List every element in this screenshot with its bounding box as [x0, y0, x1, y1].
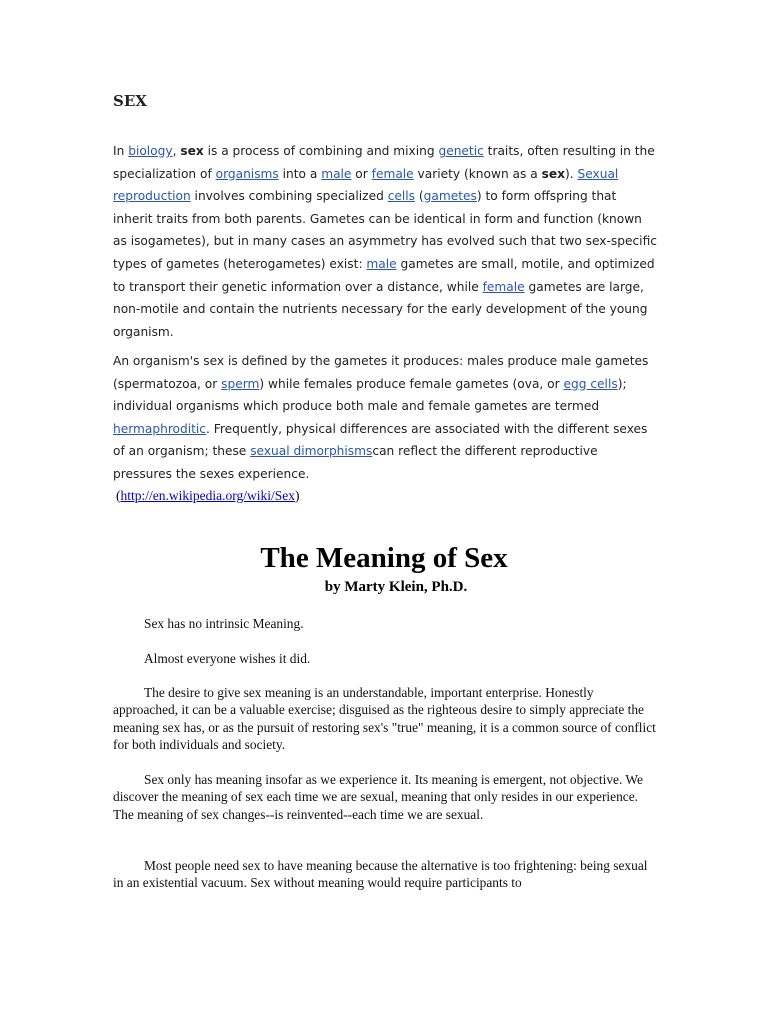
text-run: gametes are small, motile, and optimized to transport their genetic information over a distance, while [113, 256, 655, 294]
link-male-2[interactable]: male [366, 256, 397, 271]
text-run: ) while females produce female gametes (ova, or [259, 376, 564, 391]
essay-paragraph: Sex has no intrinsic Meaning. [144, 616, 304, 631]
essay-paragraph: Sex only has meaning insofar as we experience it. Its meaning is emergent, not objective. We discover the meaning of sex each time we are sexual, meaning that only resides in our experience. The meaning of sex changes--is reinvented--each time we are sexual. [113, 772, 643, 822]
text-run: ) to form offspring that inherit traits from both parents. Gametes can be identical in form and function (known as isogametes), but in many cases an asymmetry has evolved such that two sex-specific types of gametes (heterogametes) exist: [113, 189, 657, 271]
link-cells[interactable]: cells [387, 189, 416, 204]
text-run: can reflect the different reproductive pressures the sexes experience. [113, 444, 598, 481]
link-genetic[interactable]: genetic [438, 144, 484, 158]
source-citation [116, 488, 300, 504]
text-run: is a process of combining and mixing [203, 144, 439, 158]
essay-byline: by Marty Klein, Ph.D. [324, 579, 468, 595]
link-female[interactable]: female [371, 166, 414, 181]
text-run: or [351, 166, 372, 181]
text-run: In [113, 144, 129, 158]
link-gametes[interactable]: gametes [423, 189, 477, 204]
link-sexual-reproduction[interactable]: Sexual reproduction [113, 166, 619, 204]
paren-close: ) [295, 488, 300, 503]
link-female-2[interactable]: female [482, 279, 525, 294]
link-sperm[interactable]: sperm [221, 376, 260, 391]
text-run: variety (known as a [413, 166, 542, 181]
link-biology[interactable]: biology [128, 144, 173, 158]
link-organisms[interactable]: organisms [215, 166, 279, 181]
text-run: ). [564, 166, 578, 181]
essay-paragraph: Most people need sex to have meaning because the alternative is too frightening: being sexual in an existential vacuum. Sex without meaning would require participants to [113, 858, 648, 891]
link-sexual-dimorphisms[interactable]: sexual dimorphisms [250, 444, 373, 459]
essay-paragraph: The desire to give sex meaning is an understandable, important enterprise. Honestly approached, it can be a valuable exercise; disguised as the righteous desire to simply appreciate the meaning sex has, or as the pursuit of restoring sex's "true" meaning, it is a common source of conflict for both individuals and society. [113, 685, 656, 752]
text-run: involves combining specialized [190, 189, 388, 204]
essay-paragraph: Almost everyone wishes it did. [144, 651, 311, 666]
text-run: ); individual organisms which produce both male and female gametes are termed [113, 376, 627, 414]
paren-open: ( [116, 488, 121, 503]
link-male[interactable]: male [321, 166, 352, 181]
text-run: , [172, 144, 181, 158]
section-heading: SEX [113, 92, 147, 110]
text-run: traits, often resulting in the specialization of [113, 144, 655, 181]
text-run: ( [415, 189, 424, 204]
wiki-paragraph-1 [113, 140, 658, 343]
bold-term: sex [180, 144, 204, 158]
link-hermaphroditic[interactable]: hermaphroditic [113, 421, 207, 436]
text-run: gametes are large, non-motile and contain the nutrients necessary for the early development of the young organism. [113, 279, 648, 339]
text-run: into a [278, 166, 322, 181]
text-run: . Frequently, physical differences are associated with the different sexes of an organism; these [113, 421, 648, 459]
text-run: An organism's sex is defined by the gametes it produces: males produce male gametes (spermatozoa, or [113, 354, 649, 391]
bold-term: sex [541, 166, 565, 181]
essay-title: The Meaning of Sex [260, 542, 508, 574]
link-egg-cells[interactable]: egg cells [563, 376, 618, 391]
wiki-paragraph-2 [113, 350, 658, 486]
source-link[interactable]: http://en.wikipedia.org/wiki/Sex [120, 488, 295, 503]
